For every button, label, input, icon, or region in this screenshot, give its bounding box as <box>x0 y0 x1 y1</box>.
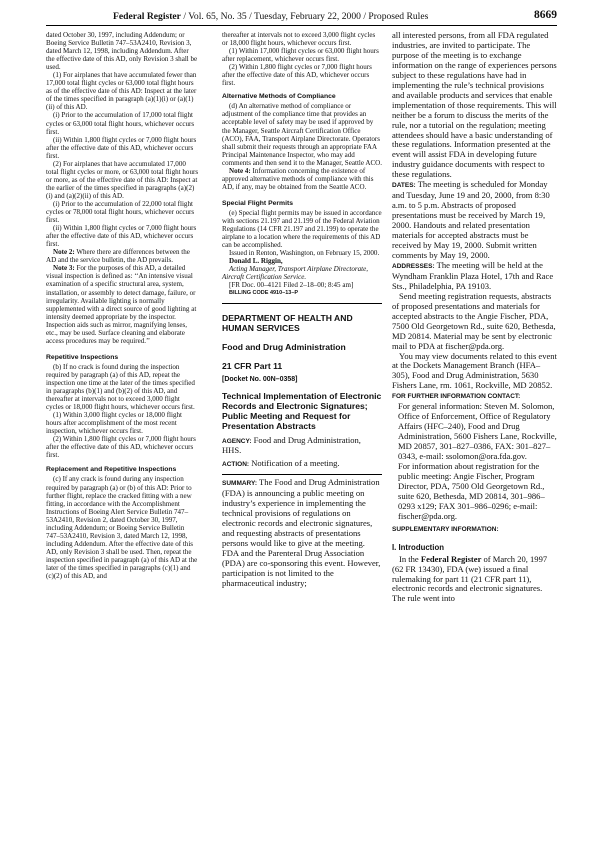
header-rule <box>46 25 557 26</box>
dates <box>392 180 557 261</box>
docket-number: [Docket No. 00N–0358] <box>222 376 298 384</box>
action-line <box>222 459 382 470</box>
paragraph: all interested persons, from all FDA regulated industries, are invited to participate. The purpose of the meeting is to exchange information on the range of experiences persons subject to these regulations have had in implementing the rule’s technical provisions and available products and services that enable implementation of those requirements. This will neither be a forum to discuss the merits of the rule, nor a tutorial on the regulation; meeting attendees should have a basic understanding of these regulations. Information presented at the event will assist FDA in developing future industry guidance documents with respect to these regulations. <box>392 30 557 180</box>
paragraph: For information about registration for the public meeting: Angie Fischer, Program Director, PDA, 7500 Old Georgetown Rd., suite 620, Bethesda, MD 20814, 301–986–0293 x129; FAX 301–986–0296; e-mail: fischer@pda.org. <box>398 460 545 521</box>
header-details: / Vol. 65, No. 35 / Tuesday, February 22, 2000 / Proposed Rules <box>180 11 429 22</box>
signer-name: Donald L. Riggin, <box>229 257 283 266</box>
journal-reference: Federal Register <box>420 553 482 564</box>
paragraph: dated October 30, 1997, including Addendum; or Boeing Service Bulletin 747–53A2410, Revision 3, dated March 12, 1998, including Addendum. After the effective date of this AD, only Revision 3 shall be used. <box>46 31 198 72</box>
section-heading: I. Introduction <box>392 542 444 552</box>
note-4 <box>222 167 382 191</box>
department-heading: DEPARTMENT OF HEALTH AND HUMAN SERVICES <box>222 313 353 334</box>
issued-line: Issued in Renton, Washington, on February 15, 2000. <box>229 249 380 258</box>
action-text: Notification of a meeting. <box>249 458 340 469</box>
fr-doc-line: [FR Doc. 00–4121 Filed 2–18–00; 8:45 am] <box>229 281 354 290</box>
divider <box>222 474 382 475</box>
note-label: Note 2: <box>53 248 75 257</box>
paragraph: (i) Prior to the accumulation of 17,000 total flight cycles or 63,000 total flight hours, whichever occurs first. <box>46 111 195 136</box>
paragraph: (1) For airplanes that have accumulated fewer than 17,000 total flight cycles or 63,000 total flight hours as of the effective date of this AD: Inspect at the later of the times specified in paragraph (a)(1)(i) or (a)(1)(ii) of this AD. <box>46 71 197 112</box>
paragraph: (b) If no crack is found during the inspection required by paragraph (a) of this AD, repeat the inspection one time at the later of the times specified in paragraphs (b)(1) and (b)(2) of this AD, and thereafter at intervals not to exceed 3,000 flight cycles or 18,000 flight hours, whichever occurs first. <box>46 362 195 412</box>
action-label: ACTION: <box>222 461 250 469</box>
billing-code: BILLING CODE 4910–13–P <box>229 290 299 297</box>
paragraph: (e) Special flight permits may be issued in accordance with sections 21.197 and 21.199 of the Federal Aviation Regulations (14 CFR 21.197 and 21.199) to operate the airplane to a location where the requirements of this AD can be accomplished. <box>222 208 382 250</box>
paragraph: (2) Within 1,800 flight cycles or 7,000 flight hours after the effective date of this AD, whichever occurs first. <box>46 435 196 460</box>
header-line <box>113 11 428 22</box>
paragraph: (1) Within 3,000 flight cycles or 18,000 flight hours after accomplishment of the most recent inspection, whichever occurs first. <box>46 411 182 436</box>
note-text: For the purposes of this AD, a detailed visual inspection is defined as: ‘‘An intensive visual examination of a specific structural area, system, installation, or assembly to detect damage, failure, or irregularity. Available lighting is normally supplemented with a direct source of good lighting at intensity deemed appropriate by the inspector. Inspection aids such as mirror, magnifying lenses, etc., may be used. Surface cleaning and elaborate access procedures may be required.’’ <box>46 264 197 345</box>
note-text: Where there are differences between the AD and the service bulletin, the AD prevails. <box>46 248 190 265</box>
summary-label: SUMMARY: <box>222 480 258 488</box>
page-number: 8669 <box>534 9 557 21</box>
agency-label: AGENCY: <box>222 437 252 445</box>
paragraph: (ii) Within 1,800 flight cycles or 7,000 flight hours after the effective date of this AD, whichever occurs first. <box>46 135 197 160</box>
paragraph: (2) Within 1,800 flight cycles or 7,000 flight hours after the effective date of this AD, whichever occurs first. <box>222 63 372 88</box>
section-heading: Replacement and Repetitive Inspections <box>46 466 177 474</box>
dates-label: DATES: <box>392 182 416 190</box>
paragraph: (c) If any crack is found during any inspection required by paragraph (a) or (b) of this AD: Prior to further flight, replace the cracked fitting with a new fitting, in accordance with the Accomplishment Instructions of Boeing Alert Service Bulletin 747–53A2410, Revision 2, dated October 30, 1997, including Addendum; or Boeing Service Bulletin 747–53A2410, Revision 3, dated March 12, 1998, including Addendum. After the effective date of this AD, only Revision 3 shall be used. Then, repeat the inspection specified in paragraph (a) of this AD at the later of the times specified in paragraphs (c)(1) and (c)(2) of this AD, and <box>46 475 198 581</box>
column-2 <box>222 31 382 589</box>
paragraph: (d) An alternative method of compliance or adjustment of the compliance time that provides an acceptable level of safety may be used if approved by the Manager, Seattle Aircraft Certification Office (ACO), FAA, Transport Airplane Directorate. Operators shall submit their requests through an appropriate FAA Principal Maintenance Inspector, who may add comments and then send it to the Manager, Seattle ACO. <box>222 102 382 167</box>
intro-text: In the <box>399 553 421 564</box>
paragraph: (2) For airplanes that have accumulated 17,000 total flight cycles or more, or 63,000 total flight hours or more, as of the effective date of this AD: Inspect at the earlier of the times specified in paragraphs (a)(2)(i) and (a)(2)(ii) of this AD. <box>46 159 199 200</box>
note-text: Information concerning the existence of approved alternative methods of compliance with this AD, if any, may be obtained from the Seattle ACO. <box>222 166 374 191</box>
document-title: Technical Implementation of Electronic Records and Electronic Signatures; Public Meeting and Request for Presentation Abstracts <box>222 390 382 431</box>
paragraph: You may view documents related to this event at the Dockets Management Branch (HFA–305), Food and Drug Administration, 5630 Fishers Lane, rm. 1061, Rockville, MD 20852. <box>392 350 557 391</box>
paragraph: (ii) Within 1,800 flight cycles or 7,000 flight hours after the effective date of this AD, whichever occurs first. <box>46 224 197 249</box>
column-3 <box>392 31 557 604</box>
further-info-label: FOR FURTHER INFORMATION CONTACT: <box>392 393 521 401</box>
note-label: Note 4: <box>229 166 251 175</box>
dates-text: The meeting is scheduled for Monday and Tuesday, June 19 and 20, 2000, from 8:30 a.m. to 5 p.m. Abstracts of proposed presentations must be received by March 19, 2000. Handouts and related presentation materials for accepted abstracts must be received by May 19, 2000. Submit written comments by May 19, 2000. <box>392 179 550 260</box>
addresses-text: The meeting will be held at the Wyndham Franklin Plaza Hotel, 17th and Race Sts., Philadelphia, PA 19103. <box>392 259 554 291</box>
signer-title: Acting Manager, Transport Airplane Directorate, Aircraft Certification Service. <box>222 265 368 282</box>
paragraph: For general information: Steven M. Solomon, Office of Enforcement, Office of Regulatory Affairs (HFC–240), Food and Drug Administration, 5600 Fishers Lane, Rockville, MD 20857, 301–827–0386, FAX: 301–827–0343, e-mail: ssolomon@ora.fda.gov. <box>398 401 557 462</box>
note-3 <box>46 264 199 344</box>
supplementary-label: SUPPLEMENTARY INFORMATION: <box>392 525 499 533</box>
intro-text: of March 20, 1997 (62 FR 13430), FDA (we) issued a final rulemaking for part 11 (21 CFR part 11), electronic records and electronic signatures. The rule went into <box>392 553 548 604</box>
note-label: Note 3: <box>53 264 75 273</box>
agency-heading: Food and Drug Administration <box>222 342 346 353</box>
paragraph: Send meeting registration requests, abstracts of proposed presentations and materials for accepted abstracts to the Angie Fischer, PDA, 7500 Old Georgetown Rd., suite 620, Bethesda, MD 20814. Material may be sent by electronic mail to PDA at fischer@pda.org. <box>392 290 556 351</box>
page-header <box>46 6 557 24</box>
summary-text: The Food and Drug Administration (FDA) is announcing a public meeting on industry’s experience in implementing the technical provisions of regulations on electronic records and electronic signatures, and requesting abstracts of presentations persons would like to give at the meeting. FDA and the Parenteral Drug Association (PDA) are co-sponsoring this event. However, participation is not limited to the pharmaceutical industry; <box>222 477 381 588</box>
divider <box>222 303 382 304</box>
paragraph: (1) Within 17,000 flight cycles or 63,000 flight hours after replacement, whichever occurs first. <box>222 47 379 64</box>
note-2 <box>46 248 199 264</box>
column-1 <box>46 31 199 580</box>
section-heading: Repetitive Inspections <box>46 353 119 361</box>
paragraph: thereafter at intervals not to exceed 3,000 flight cycles or 18,000 flight hours, whichever occurs first. <box>222 31 376 48</box>
agency-text: Food and Drug Administration, HHS. <box>222 434 361 456</box>
paragraph: (i) Prior to the accumulation of 22,000 total flight cycles or 78,000 total flight hours, whichever occurs first. <box>46 199 195 225</box>
section-heading: Alternative Methods of Compliance <box>222 93 336 101</box>
journal-name: Federal Register <box>113 11 181 22</box>
summary <box>222 478 382 588</box>
addresses <box>392 261 557 292</box>
cfr-heading: 21 CFR Part 11 <box>222 361 283 372</box>
intro-paragraph <box>392 555 557 605</box>
section-heading: Special Flight Permits <box>222 199 294 207</box>
agency-line <box>222 436 382 457</box>
addresses-label: ADDRESSES: <box>392 262 435 270</box>
